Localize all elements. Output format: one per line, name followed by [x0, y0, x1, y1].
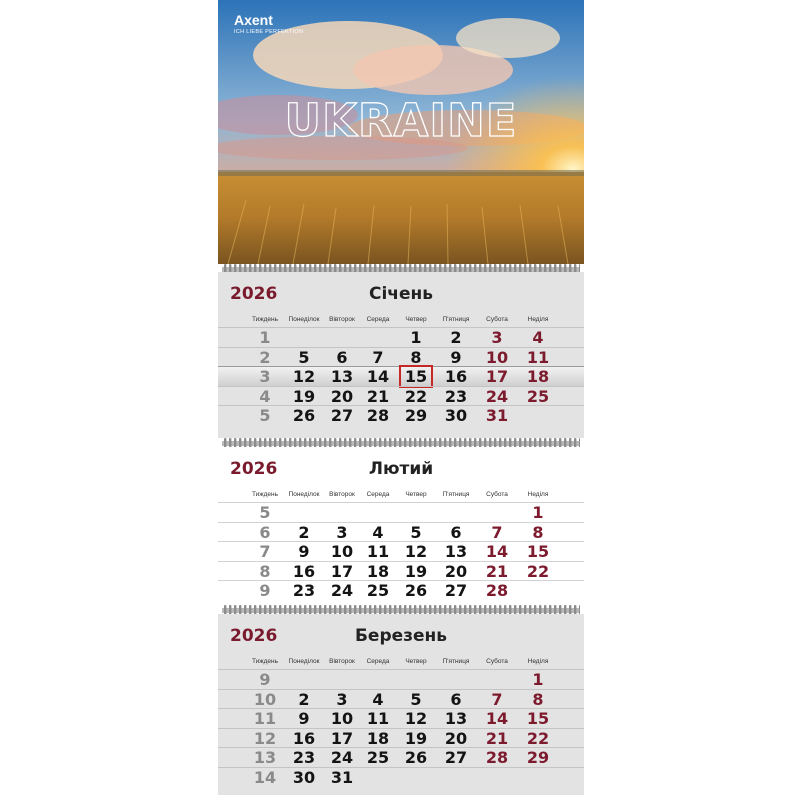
weekday-header-friday: П'ятниця: [442, 658, 470, 665]
weekday-header-tuesday: Вівторок: [329, 491, 355, 498]
weekday-header-thursday: Четвер: [405, 658, 427, 665]
month-name-february: Лютий: [368, 459, 434, 479]
day-cell: 14: [485, 542, 509, 562]
week-row: [218, 728, 584, 748]
weekday-header-week: Тиждень: [251, 658, 279, 665]
day-cell: 5: [298, 347, 310, 367]
week-row: [218, 708, 584, 728]
day-cell: 12: [292, 367, 316, 387]
day-cell: 11: [526, 347, 550, 367]
weekday-header-saturday: Субота: [486, 316, 508, 323]
day-cell: 26: [292, 406, 316, 426]
day-cell: 30: [292, 768, 316, 787]
day-cell: 7: [372, 347, 384, 367]
day-cell: 31: [485, 406, 509, 426]
day-cell: 11: [366, 709, 390, 729]
week-number: 11: [253, 709, 277, 729]
day-cell: 17: [330, 728, 354, 748]
day-cell: 3: [491, 328, 503, 347]
day-cell: 5: [410, 522, 422, 542]
day-cell: 8: [410, 347, 422, 367]
week-row: [218, 669, 584, 689]
day-cell: 6: [450, 689, 462, 709]
day-cell: 31: [330, 768, 354, 787]
week-number: 13: [253, 748, 277, 768]
day-cell: 23: [444, 386, 468, 406]
week-row: [218, 366, 584, 387]
weekday-header-week: Тиждень: [251, 316, 279, 323]
weekday-header-row: [218, 491, 584, 501]
day-cell: 16: [292, 561, 316, 581]
week-row: [218, 580, 584, 600]
week-number: 7: [259, 542, 271, 562]
week-number: 6: [259, 522, 271, 542]
day-cell: 9: [450, 347, 462, 367]
month-panel-february: [218, 447, 584, 605]
day-cell: 12: [404, 709, 428, 729]
day-cell: 24: [330, 748, 354, 768]
month-panel-march: [218, 614, 584, 795]
day-cell: 24: [485, 386, 509, 406]
week-row: [218, 541, 584, 561]
day-cell: 17: [485, 367, 509, 387]
day-cell: 10: [330, 542, 354, 562]
day-cell: 3: [336, 689, 348, 709]
week-number: 8: [259, 561, 271, 581]
weekday-header-monday: Понеділок: [288, 658, 320, 665]
week-number: 9: [259, 581, 271, 601]
weekday-header-sunday: Неділя: [527, 658, 549, 665]
week-row: [218, 386, 584, 406]
weekday-header-monday: Понеділок: [288, 316, 320, 323]
day-cell: 13: [330, 367, 354, 387]
brand-name: Axent: [234, 12, 273, 28]
day-cell: 20: [444, 728, 468, 748]
week-number: 12: [253, 728, 277, 748]
day-cell: 26: [404, 748, 428, 768]
month-name-january: Січень: [369, 284, 433, 304]
month-name-march: Березень: [354, 626, 448, 646]
week-number: 4: [259, 386, 271, 406]
day-cell: 25: [366, 748, 390, 768]
weekday-header-row: [218, 316, 584, 326]
day-cell: 10: [485, 347, 509, 367]
day-cell: 2: [298, 689, 310, 709]
day-cell: 16: [444, 367, 468, 387]
week-row: [218, 747, 584, 767]
day-cell: 21: [485, 561, 509, 581]
day-cell: 2: [298, 522, 310, 542]
wall-calendar: [218, 0, 584, 795]
day-cell: 26: [404, 581, 428, 601]
day-cell: 7: [491, 522, 503, 542]
year-label: 2026: [230, 626, 278, 646]
day-cell: 8: [532, 522, 544, 542]
week-row: [218, 327, 584, 347]
day-cell: 22: [526, 561, 550, 581]
weekday-header-saturday: Субота: [486, 658, 508, 665]
week-number: 9: [259, 670, 271, 689]
day-cell: 29: [526, 748, 550, 768]
day-cell: 9: [298, 709, 310, 729]
day-cell: 21: [485, 728, 509, 748]
day-cell: 30: [444, 406, 468, 426]
day-cell: 14: [485, 709, 509, 729]
day-cell: 23: [292, 748, 316, 768]
day-cell: 17: [330, 561, 354, 581]
year-label: 2026: [230, 284, 278, 304]
day-cell: 22: [526, 728, 550, 748]
weekday-header-wednesday: Середа: [366, 491, 390, 498]
day-cell: 28: [366, 406, 390, 426]
day-cell: 27: [444, 581, 468, 601]
week-number: 2: [259, 347, 271, 367]
day-cell: 29: [404, 406, 428, 426]
day-cell: 6: [450, 522, 462, 542]
week-number: 5: [259, 503, 271, 522]
day-cell: 13: [444, 542, 468, 562]
day-cell: 18: [526, 367, 550, 387]
brand-tagline: ICH LIEBE PERFEKTION: [234, 29, 304, 35]
day-cell: 19: [292, 386, 316, 406]
week-number: 14: [253, 768, 277, 787]
day-cell: 4: [532, 328, 544, 347]
weekday-header-sunday: Неділя: [527, 316, 549, 323]
cover-title: UKRAINE: [284, 94, 518, 147]
weekday-header-week: Тиждень: [251, 491, 279, 498]
weekday-header-friday: П'ятниця: [442, 491, 470, 498]
day-cell: 15: [526, 542, 550, 562]
week-row: [218, 405, 584, 425]
day-cell: 5: [410, 689, 422, 709]
day-cell: 8: [532, 689, 544, 709]
day-cell: 16: [292, 728, 316, 748]
day-cell: 18: [366, 728, 390, 748]
day-cell: 1: [410, 328, 422, 347]
day-cell: 2: [450, 328, 462, 347]
day-cell: 19: [404, 728, 428, 748]
week-row: [218, 561, 584, 581]
day-cell: 4: [372, 522, 384, 542]
month-header: [218, 447, 584, 485]
weekday-header-monday: Понеділок: [288, 491, 320, 498]
day-cell: 1: [532, 670, 544, 689]
week-number: 1: [259, 328, 271, 347]
weekday-header-wednesday: Середа: [366, 658, 390, 665]
brand-logo: [234, 13, 303, 36]
month-header: [218, 272, 584, 310]
day-cell: 28: [485, 748, 509, 768]
day-cell: 6: [336, 347, 348, 367]
day-cell: 18: [366, 561, 390, 581]
week-row: [218, 689, 584, 709]
week-row: [218, 767, 584, 787]
week-row: [218, 522, 584, 542]
day-cell: 14: [366, 367, 390, 387]
day-cell: 24: [330, 581, 354, 601]
weekday-header-thursday: Четвер: [405, 491, 427, 498]
day-cell: 20: [330, 386, 354, 406]
year-label: 2026: [230, 459, 278, 479]
day-cell: 7: [491, 689, 503, 709]
day-cell: 21: [366, 386, 390, 406]
week-number: 3: [259, 367, 271, 387]
day-cell: 28: [485, 581, 509, 601]
day-cell: 25: [526, 386, 550, 406]
week-number: 5: [259, 406, 271, 426]
day-cell: 22: [404, 386, 428, 406]
day-cell: 4: [372, 689, 384, 709]
day-cell: 25: [366, 581, 390, 601]
week-row: [218, 347, 584, 367]
week-number: 10: [253, 689, 277, 709]
weekday-header-friday: П'ятниця: [442, 316, 470, 323]
day-cell: 19: [404, 561, 428, 581]
weekday-header-saturday: Субота: [486, 491, 508, 498]
current-date-marker: 15: [399, 365, 433, 388]
day-cell: 27: [330, 406, 354, 426]
weekday-header-row: [218, 658, 584, 668]
weekday-header-wednesday: Середа: [366, 316, 390, 323]
weekday-header-thursday: Четвер: [405, 316, 427, 323]
weekday-header-tuesday: Вівторок: [329, 316, 355, 323]
day-cell: 23: [292, 581, 316, 601]
day-cell: 27: [444, 748, 468, 768]
month-header: [218, 614, 584, 652]
day-cell: 15: [526, 709, 550, 729]
day-cell: 1: [532, 503, 544, 522]
day-cell: 12: [404, 542, 428, 562]
weekday-header-sunday: Неділя: [527, 491, 549, 498]
week-row: [218, 502, 584, 522]
day-cell: 13: [444, 709, 468, 729]
day-cell: 10: [330, 709, 354, 729]
day-cell: 9: [298, 542, 310, 562]
wheat-field-photo: [218, 0, 584, 264]
month-panel-january: [218, 272, 584, 438]
day-cell: 11: [366, 542, 390, 562]
weekday-header-tuesday: Вівторок: [329, 658, 355, 665]
day-cell: 3: [336, 522, 348, 542]
day-cell: 20: [444, 561, 468, 581]
